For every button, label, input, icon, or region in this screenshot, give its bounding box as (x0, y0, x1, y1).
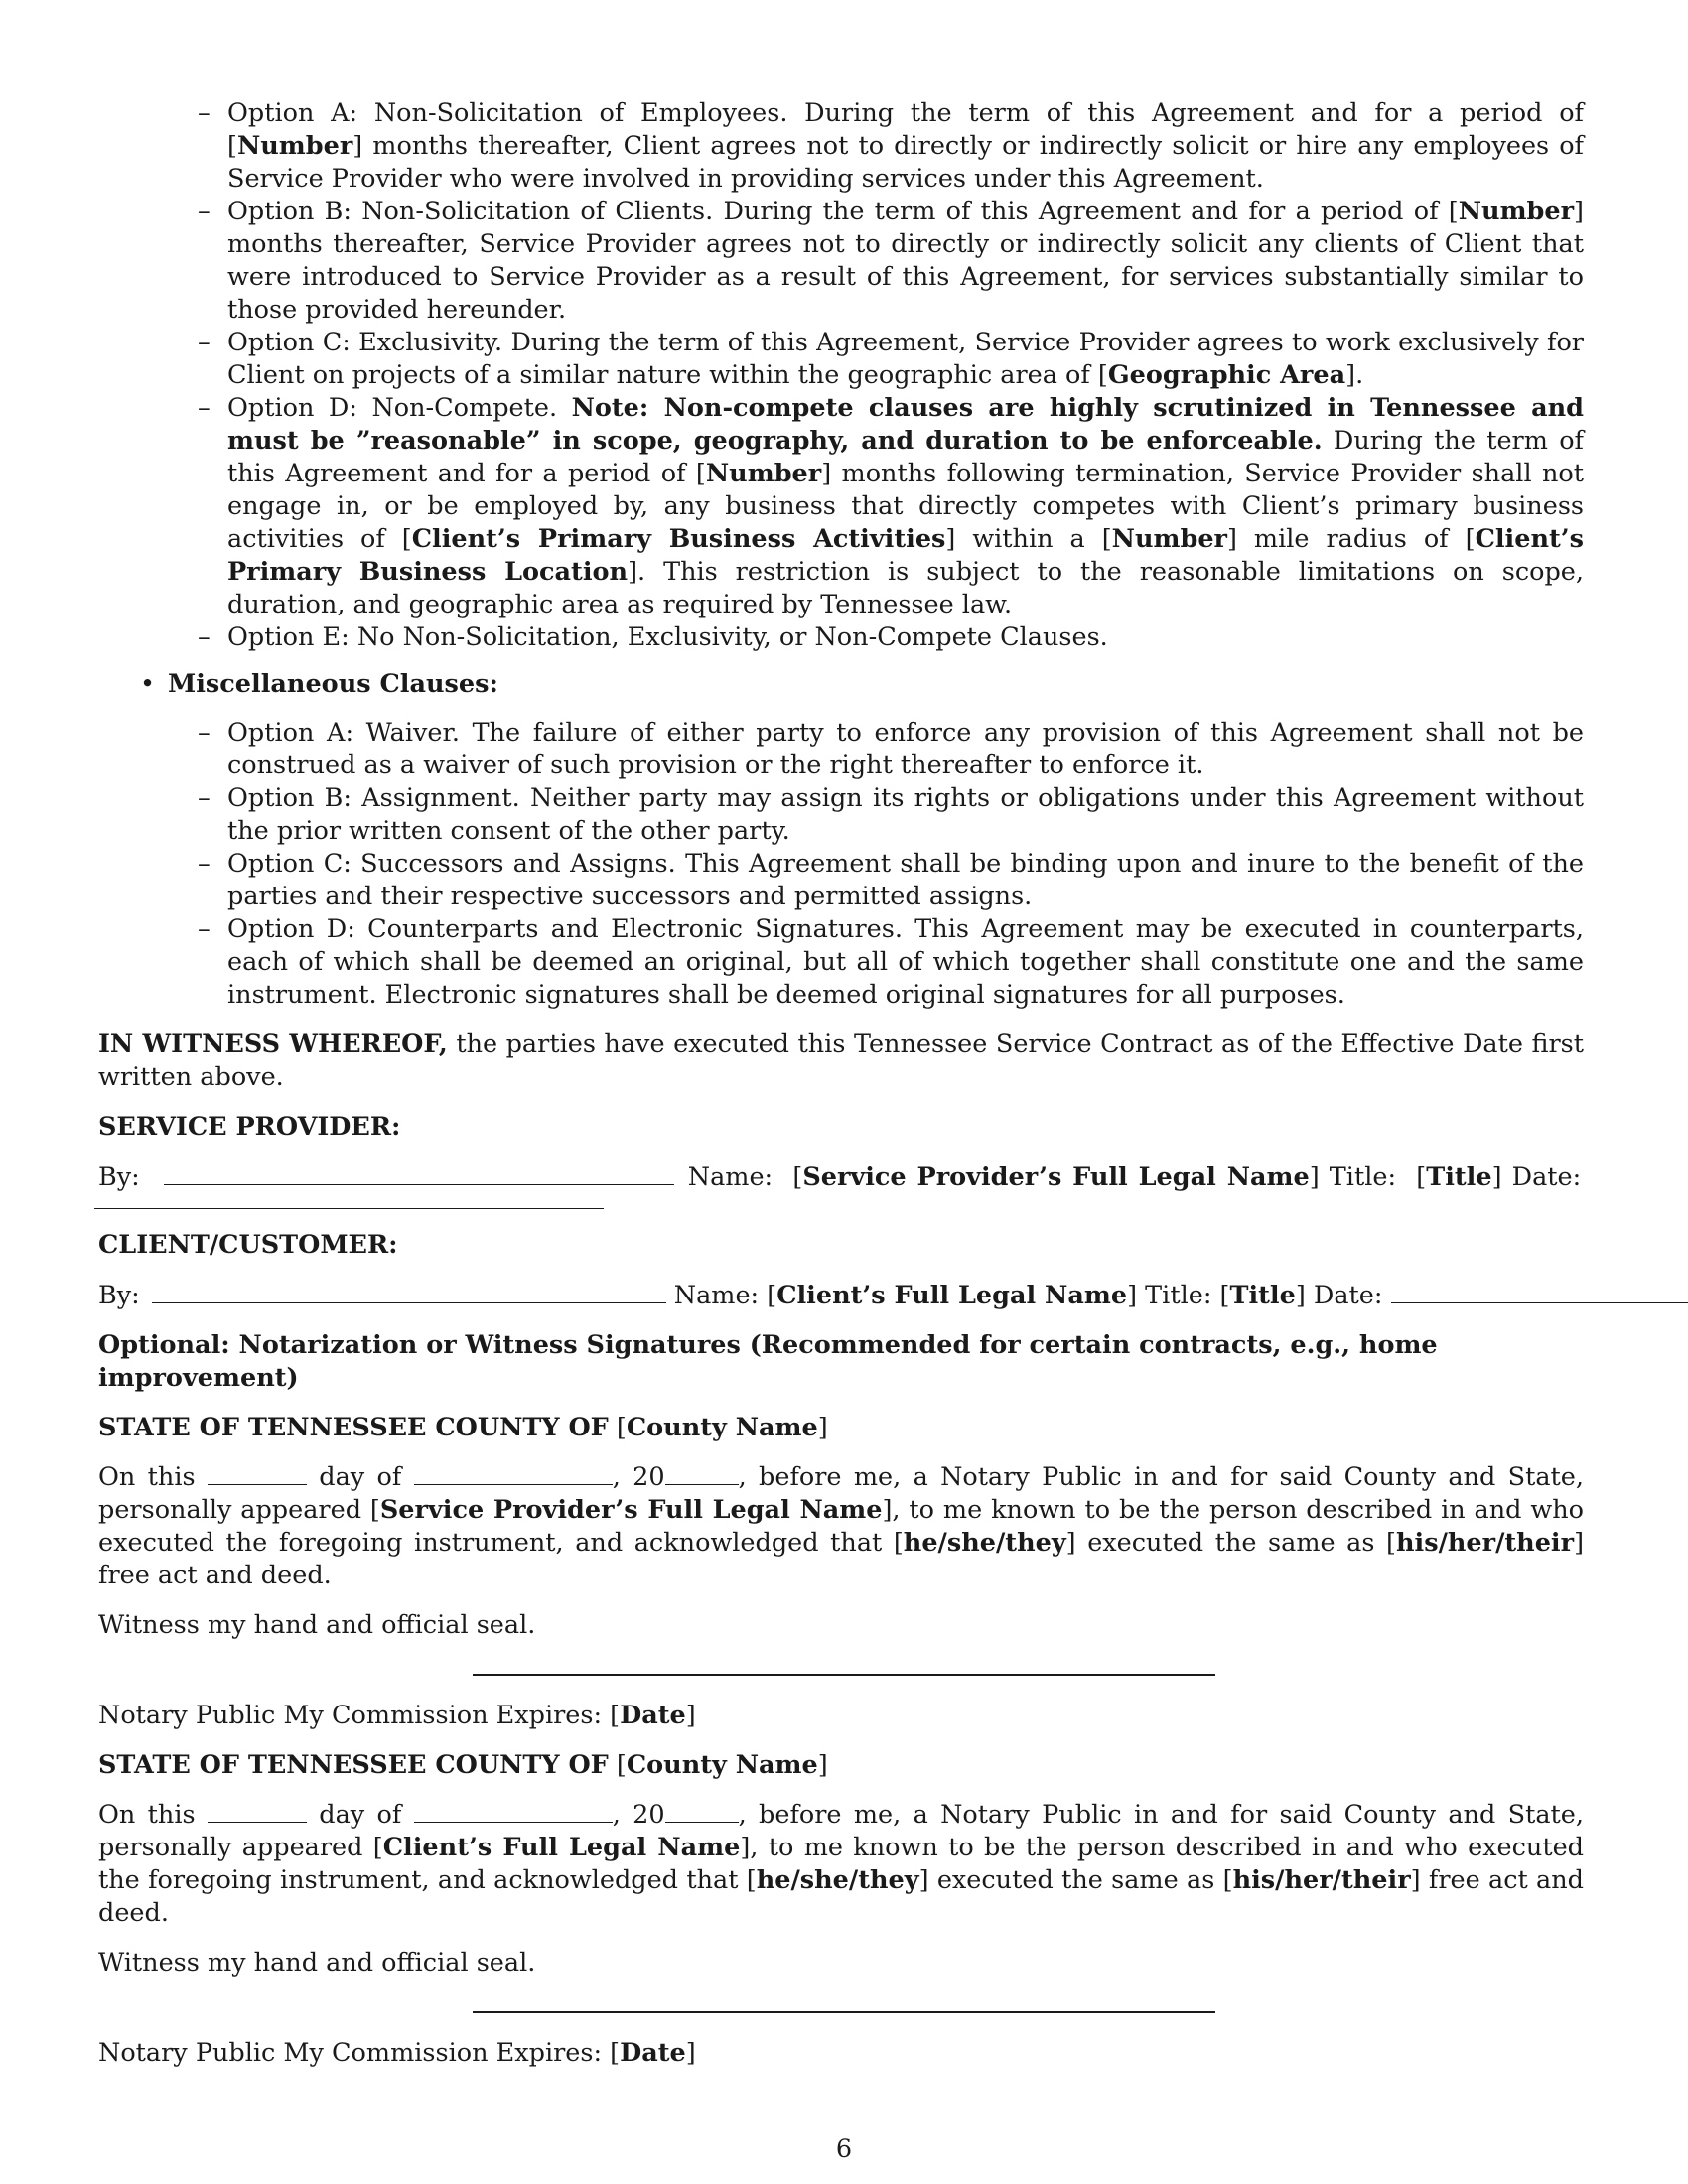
client-date-line[interactable] (1391, 1279, 1688, 1303)
option-b-non-solicitation-clients: – Option B: Non-Solicitation of Clients. During the term of this Agreement and for a period of [Number] months thereafter, Service Provider agrees not to directly or indirectly solicit any clients of Client that were introduced to Service Provider as a result of this Agreement, for services substantially similar to those provided hereunder. (227, 196, 1584, 327)
year-blank[interactable] (665, 1800, 739, 1823)
notary-block-client (98, 1749, 1584, 2070)
client-heading: CLIENT/CUSTOMER: (98, 1230, 398, 1260)
service-provider-signature-line[interactable] (164, 1160, 674, 1185)
notary-signature-line[interactable] (473, 1674, 1215, 1676)
option-d-non-compete: – Option D: Non-Compete. Note: Non-compete clauses are highly scrutinized in Tennessee and must be ”reasonable” in scope, geography, and duration to be enforceable. During the term of this Agreement and for a period of [Number] months following termination, Service Provider shall not engage in, or be employed by, any business that directly competes with Client’s primary business activities of [Client’s Primary Business Activities] within a [Number] mile radius of [Client’s Primary Business Location]. This restriction is subject to the reasonable limitations on scope, duration, and geographic area as required by Tennessee law. (227, 392, 1584, 621)
notary-signature-line[interactable] (473, 2011, 1215, 2013)
year-blank[interactable] (665, 1462, 739, 1485)
misc-option-waiver: – Option A: Waiver. The failure of either party to enforce any provision of this Agreement shall not be construed as a waiver of such provision or the right thereafter to enforce it. (227, 717, 1584, 782)
misc-options-list (98, 717, 1584, 1012)
notary-acknowledgment: On this day of , 20 , before me, a Notary Public in and for said County and State, personally appeared [Client’s Full Legal Name], to me known to be the person described in and who executed the foregoing instrument, and acknowledged that [he/she/they] executed the same as [his/her/their] free act and deed. (98, 1800, 1585, 1928)
notary-acknowledgment: On this day of , 20 , before me, a Notary Public in and for said County and State, personally appeared [Service Provider’s Full Legal Name], to me known to be the person described in and who executed the foregoing instrument, and acknowledged that [he/she/they] executed the same as [his/her/their] free act and deed. (98, 1462, 1585, 1590)
page-number: 6 (835, 2134, 853, 2164)
service-provider-signature-row: By: Name: [Service Provider’s Full Legal Name] Title: [Title] Date: (98, 1162, 1582, 1192)
month-blank[interactable] (414, 1800, 613, 1823)
notary-seal-text: Witness my hand and official seal. (98, 1610, 536, 1640)
service-provider-heading: SERVICE PROVIDER: (98, 1112, 401, 1142)
service-provider-date-line[interactable] (94, 1194, 604, 1209)
noncompete-options-list (98, 97, 1584, 654)
witness-paragraph: IN WITNESS WHEREOF, the parties have executed this Tennessee Service Contract as of the Effective Date first written above. (98, 1029, 1584, 1092)
misc-option-counterparts: – Option D: Counterparts and Electronic Signatures. This Agreement may be executed in counterparts, each of which shall be deemed an original, but all of which together shall constitute one and the same instrument. Electronic signatures shall be deemed original signatures for all purposes. (227, 913, 1584, 1012)
option-e-no-clauses: – Option E: No Non-Solicitation, Exclusivity, or Non-Compete Clauses. (227, 621, 1584, 654)
notary-block-service-provider (98, 1412, 1584, 1732)
month-blank[interactable] (414, 1462, 613, 1485)
notary-commission: Notary Public My Commission Expires: [Date] (98, 2038, 696, 2068)
option-c-exclusivity: – Option C: Exclusivity. During the term of this Agreement, Service Provider agrees to work exclusively for Client on projects of a similar nature within the geographic area of [Geographic Area]. (227, 327, 1584, 392)
notary-commission: Notary Public My Commission Expires: [Date] (98, 1701, 696, 1730)
page-content (98, 97, 1584, 2070)
misc-option-successors: – Option C: Successors and Assigns. This Agreement shall be binding upon and inure to the benefit of the parties and their respective successors and permitted assigns. (227, 848, 1584, 913)
notary-state-county: STATE OF TENNESSEE COUNTY OF [County Name] (98, 1750, 828, 1780)
optional-notarization-heading: Optional: Notarization or Witness Signatures (Recommended for certain contracts, e.g., home improvement) (98, 1330, 1438, 1393)
day-blank[interactable] (208, 1800, 307, 1823)
misc-clauses-heading: • Miscellaneous Clauses: (168, 668, 1584, 701)
option-a-non-solicitation-employees: – Option A: Non-Solicitation of Employees. During the term of this Agreement and for a period of [Number] months thereafter, Client agrees not to directly or indirectly solicit or hire any employees of Service Provider who were involved in providing services under this Agreement. (227, 97, 1584, 196)
notary-seal-text: Witness my hand and official seal. (98, 1948, 536, 1978)
day-blank[interactable] (208, 1462, 307, 1485)
misc-option-assignment: – Option B: Assignment. Neither party may assign its rights or obligations under this Agreement without the prior written consent of the other party. (227, 782, 1584, 848)
notary-state-county: STATE OF TENNESSEE COUNTY OF [County Name] (98, 1413, 828, 1442)
client-signature-line[interactable] (152, 1279, 666, 1303)
client-signature-row: By: Name: [Client’s Full Legal Name] Title: [Title] Date: (98, 1279, 1584, 1312)
